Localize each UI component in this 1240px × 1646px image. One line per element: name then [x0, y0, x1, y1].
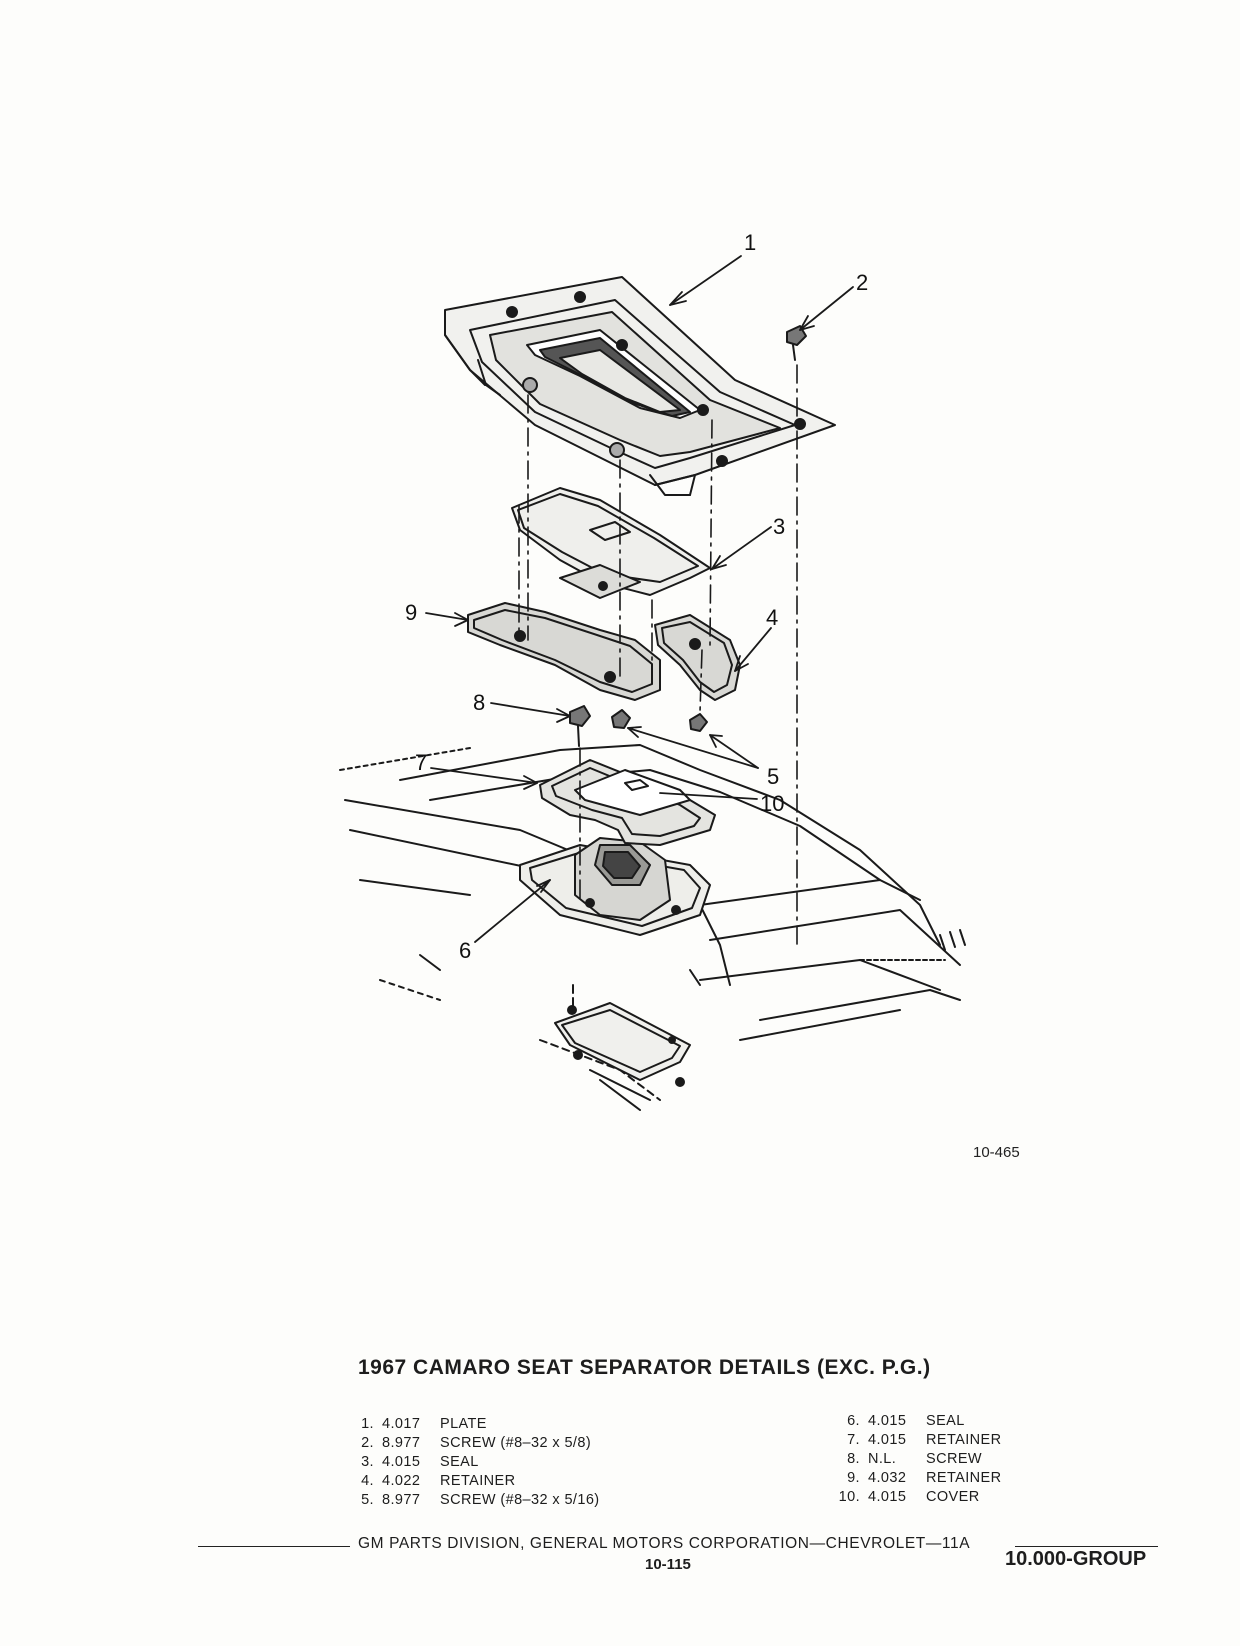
parts-list-right — [838, 1412, 1001, 1507]
list-item: 3. 4.015 SEAL — [361, 1454, 479, 1470]
footer-rule-left — [198, 1546, 350, 1547]
part-9-retainer — [468, 603, 660, 700]
callout-10: 10 — [760, 791, 785, 816]
footer-rule-right — [1015, 1546, 1158, 1547]
list-item: 4. 4.022 RETAINER — [361, 1473, 516, 1489]
figure-number: 10-465 — [973, 1144, 1020, 1161]
page-title: 1967 CAMARO SEAT SEPARATOR DETAILS (EXC. P.G.) — [358, 1356, 931, 1379]
page-number: 10-115 — [645, 1556, 691, 1573]
list-item: 6. 4.015 SEAL — [847, 1413, 965, 1429]
list-item: 8. N.L. SCREW — [847, 1451, 982, 1467]
bottom-cover-plate — [555, 985, 690, 1086]
callout-2: 2 — [856, 270, 869, 295]
part-5-screws — [612, 710, 707, 731]
callout-3: 3 — [773, 514, 786, 539]
callout-4: 4 — [766, 605, 779, 630]
callout-5: 5 — [767, 764, 780, 789]
callout-9: 9 — [405, 600, 418, 625]
part-2-screw — [787, 326, 806, 360]
list-item: 1. 4.017 PLATE — [361, 1416, 487, 1432]
list-item: 2. 8.977 SCREW (#8–32 x 5/8) — [361, 1435, 592, 1451]
callout-6: 6 — [459, 938, 472, 963]
part-6-seal-boot — [520, 838, 710, 935]
part-3-seal — [512, 488, 710, 598]
parts-list-left — [356, 1415, 600, 1510]
part-8-screw — [570, 706, 590, 746]
list-item: 5. 8.977 SCREW (#8–32 x 5/16) — [361, 1492, 600, 1508]
part-1-plate — [445, 277, 835, 495]
list-item: 7. 4.015 RETAINER — [847, 1432, 1002, 1448]
part-4-retainer — [655, 615, 740, 700]
callout-8: 8 — [473, 690, 486, 715]
list-item: 10. 4.015 COVER — [838, 1489, 980, 1505]
callout-1: 1 — [744, 230, 757, 255]
group-label: 10.000-GROUP — [1005, 1548, 1147, 1570]
list-item: 9. 4.032 RETAINER — [847, 1470, 1002, 1486]
footer-text: GM PARTS DIVISION, GENERAL MOTORS CORPORATION—CHEVROLET—11A — [358, 1535, 971, 1552]
callout-7: 7 — [415, 750, 428, 775]
